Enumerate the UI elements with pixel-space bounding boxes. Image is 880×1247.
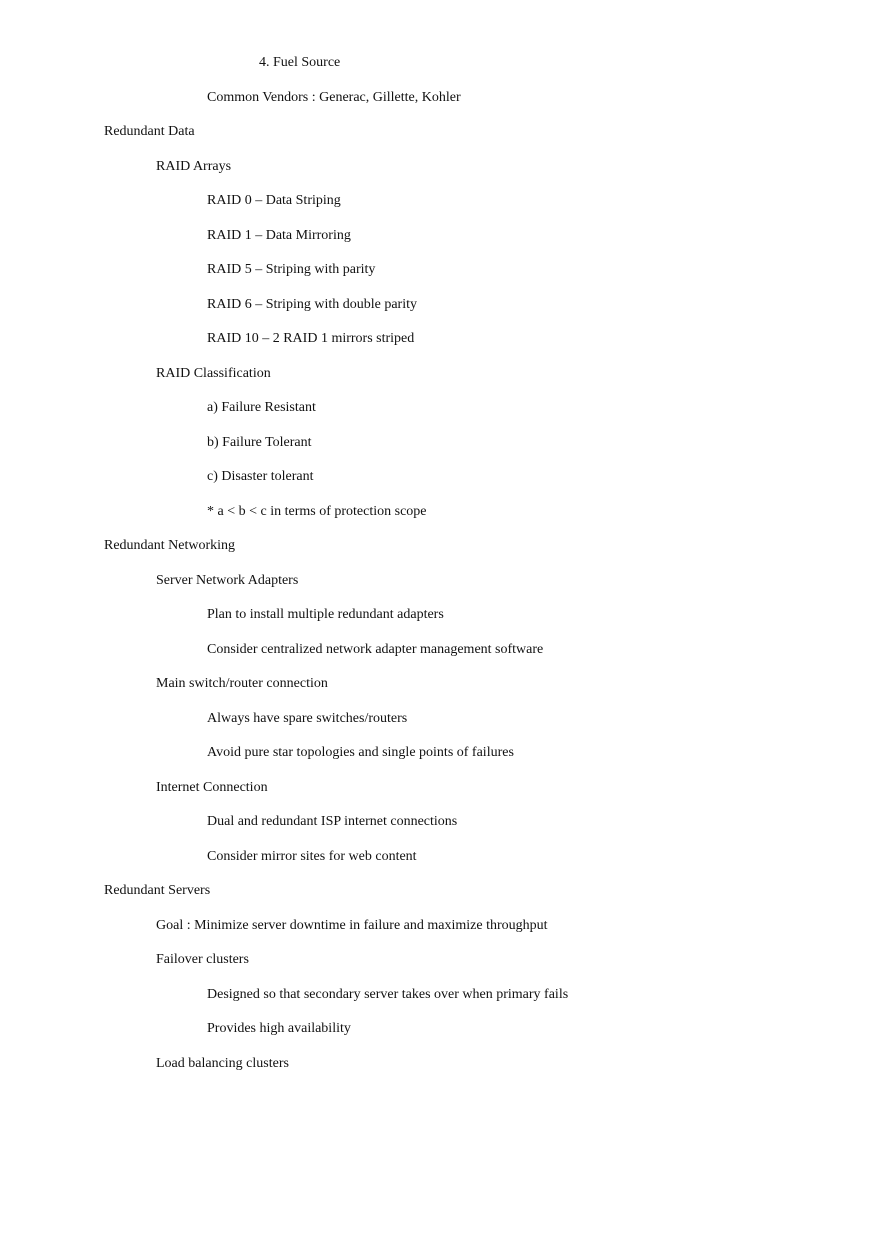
list-item-goal: Goal : Minimize server downtime in failure and maximize throughput xyxy=(156,918,548,933)
list-item-raid-5: RAID 5 – Striping with parity xyxy=(207,262,376,277)
section-heading-redundant-networking: Redundant Networking xyxy=(104,538,236,553)
list-item-failure-resistant: a) Failure Resistant xyxy=(207,400,316,415)
subheading-failover-clusters: Failover clusters xyxy=(156,952,249,967)
list-item-raid-1: RAID 1 – Data Mirroring xyxy=(207,228,351,243)
subheading-internet-connection: Internet Connection xyxy=(156,780,268,795)
subheading-raid-classification: RAID Classification xyxy=(156,366,271,381)
list-item-high-availability: Provides high availability xyxy=(207,1021,351,1036)
list-item-protection-scope-note: * a < b < c in terms of protection scope xyxy=(207,504,427,519)
subheading-main-switch-router: Main switch/router connection xyxy=(156,676,328,691)
list-item-secondary-takeover: Designed so that secondary server takes over when primary fails xyxy=(207,987,569,1002)
list-item-common-vendors: Common Vendors : Generac, Gillette, Kohler xyxy=(207,90,461,105)
list-item-adapter-management: Consider centralized network adapter management software xyxy=(207,642,544,657)
subheading-server-network-adapters: Server Network Adapters xyxy=(156,573,299,588)
list-item-raid-0: RAID 0 – Data Striping xyxy=(207,193,341,208)
list-item-redundant-adapters: Plan to install multiple redundant adapters xyxy=(207,607,444,622)
subheading-raid-arrays: RAID Arrays xyxy=(156,159,232,174)
list-item-raid-10: RAID 10 – 2 RAID 1 mirrors striped xyxy=(207,331,415,346)
section-heading-redundant-servers: Redundant Servers xyxy=(104,883,211,898)
list-item-dual-isp: Dual and redundant ISP internet connections xyxy=(207,814,458,829)
list-item-raid-6: RAID 6 – Striping with double parity xyxy=(207,297,417,312)
section-heading-redundant-data: Redundant Data xyxy=(104,124,195,139)
list-item-mirror-sites: Consider mirror sites for web content xyxy=(207,849,417,864)
list-heading-fuel-source: 4. Fuel Source xyxy=(259,55,341,70)
list-item-avoid-star-topologies: Avoid pure star topologies and single points of failures xyxy=(207,745,514,760)
subheading-load-balancing-clusters: Load balancing clusters xyxy=(156,1056,289,1071)
list-item-disaster-tolerant: c) Disaster tolerant xyxy=(207,469,314,484)
list-item-failure-tolerant: b) Failure Tolerant xyxy=(207,435,312,450)
list-item-spare-switches: Always have spare switches/routers xyxy=(207,711,408,726)
